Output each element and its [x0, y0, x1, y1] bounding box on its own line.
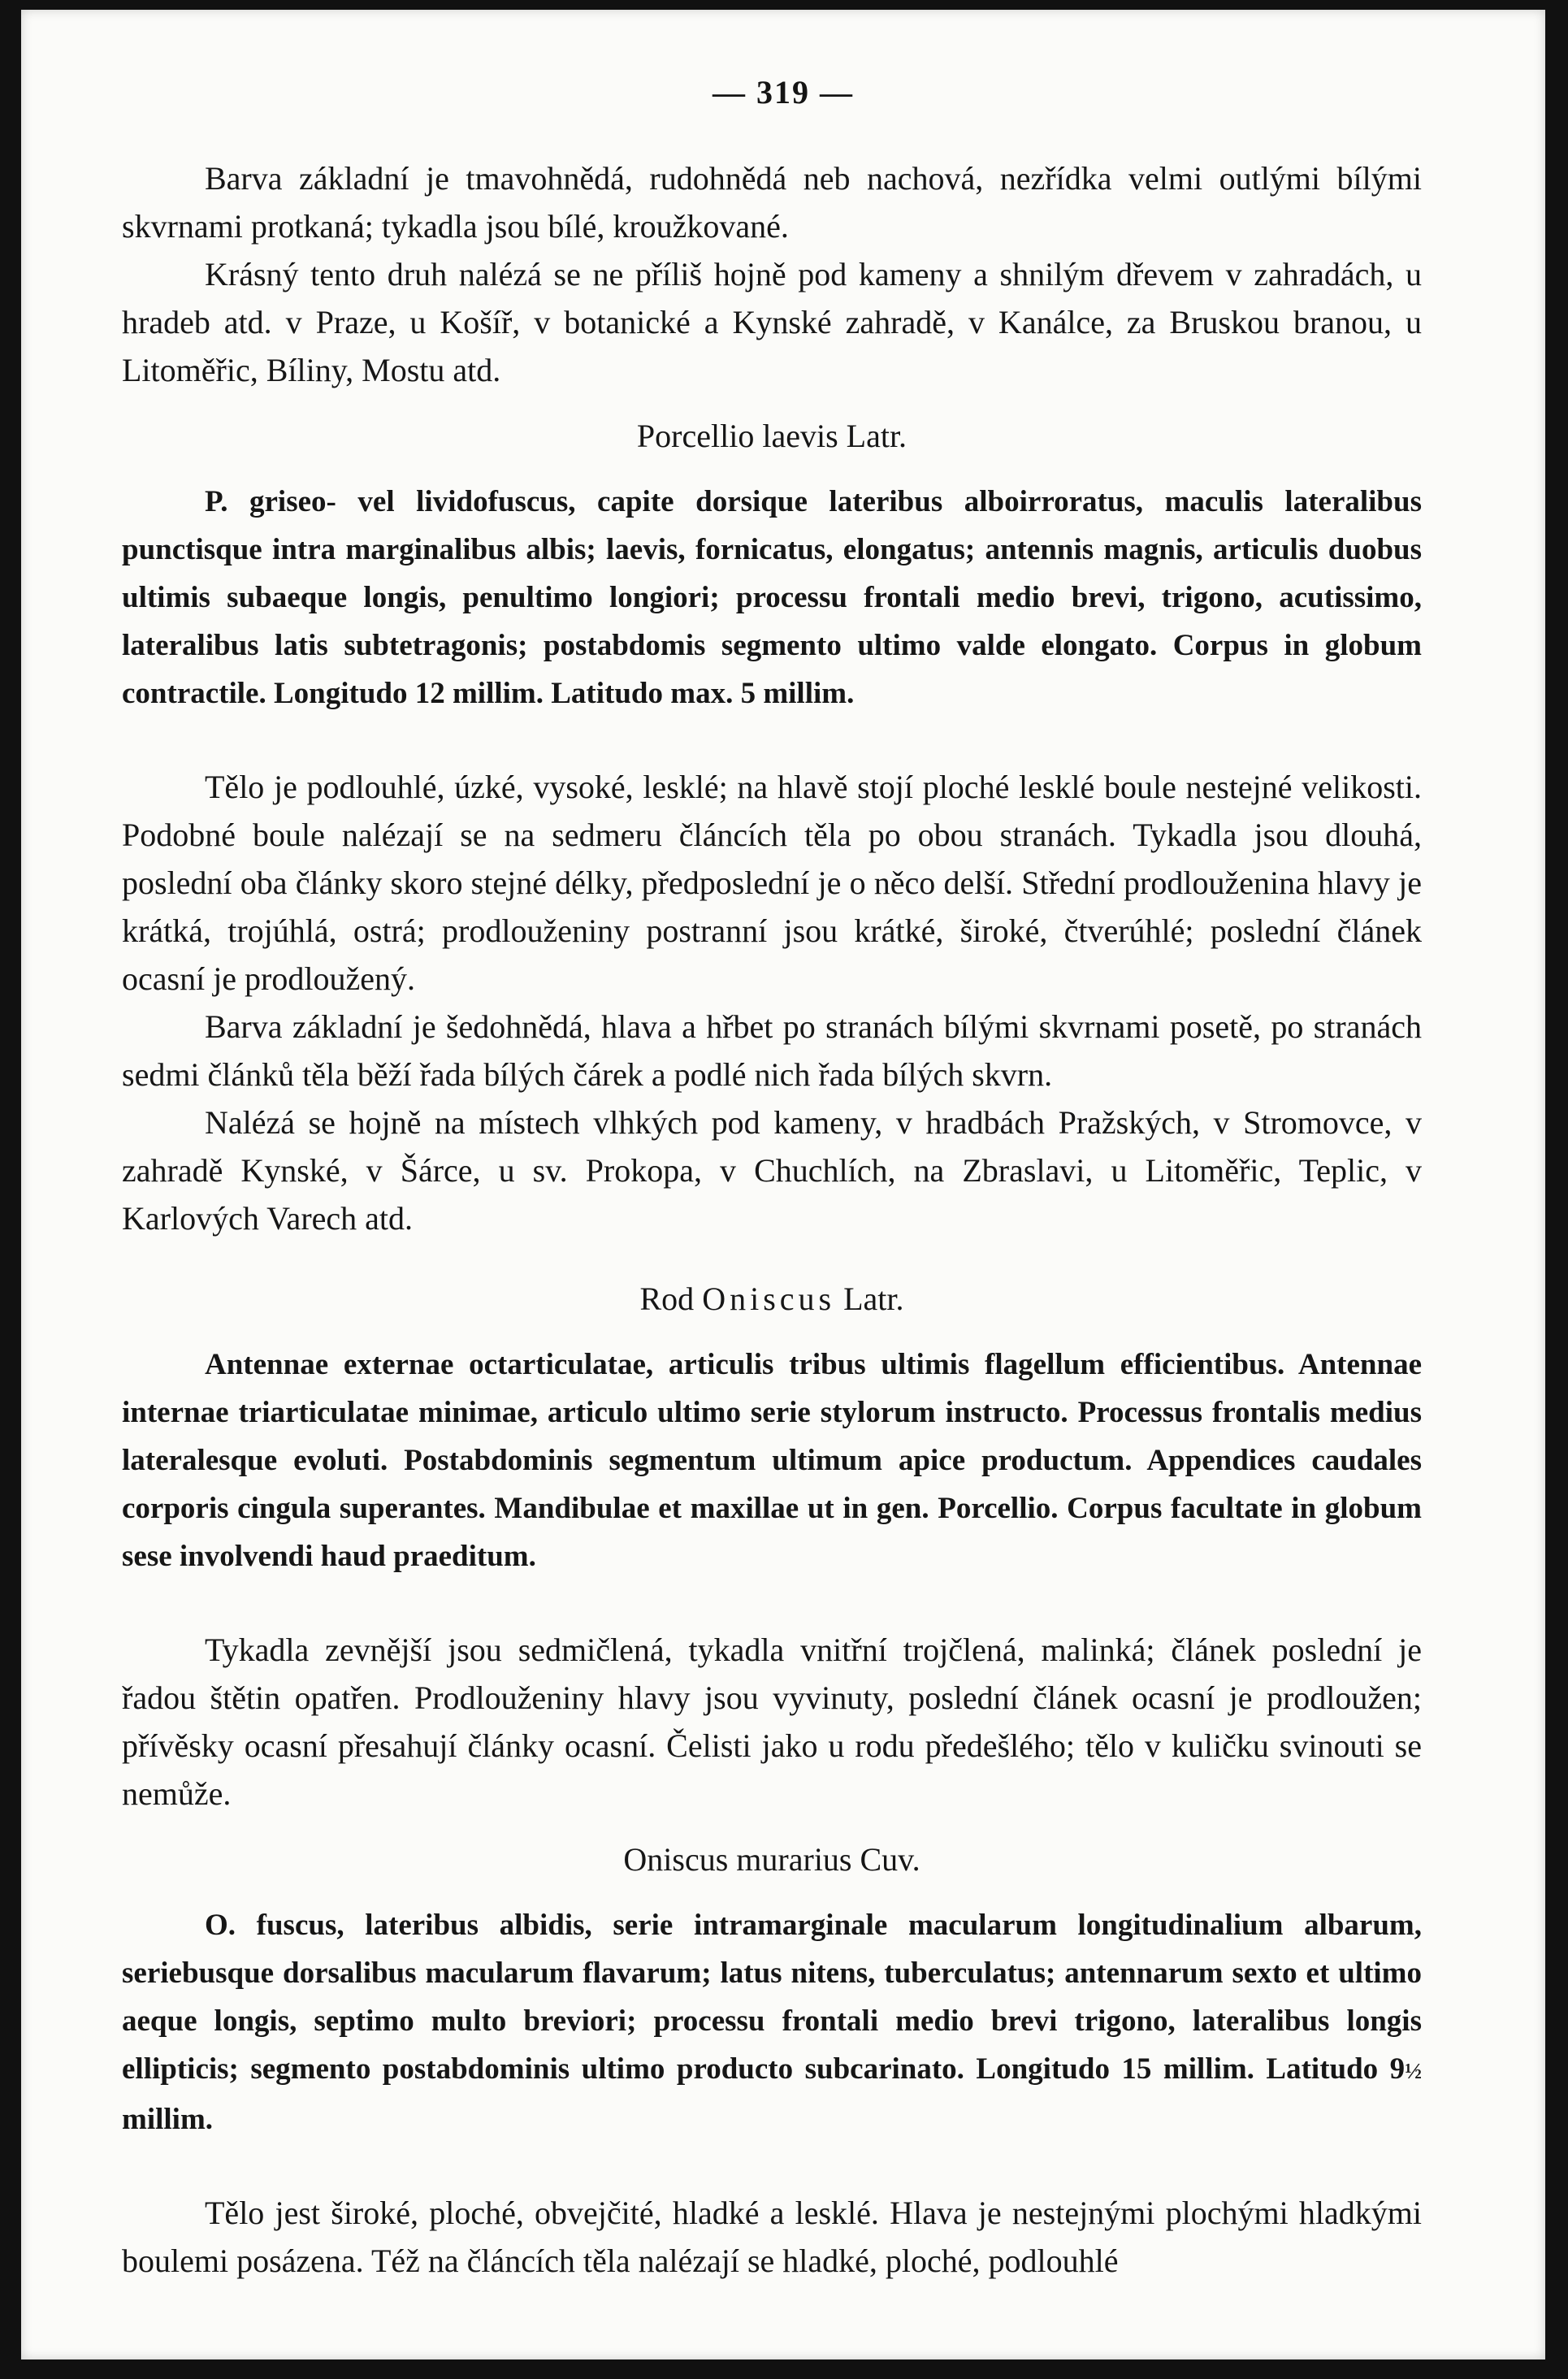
spacer [122, 1883, 1422, 1901]
spacer [122, 717, 1422, 763]
latin-diagnosis-end: millim. [122, 2103, 214, 2136]
spacer [122, 1580, 1422, 1626]
spacer [122, 460, 1422, 478]
latin-diagnosis-text: O. fuscus, lateribus albidis, serie intramarginale macularum longitudinalium albarum, seriebusque dorsalibus macularum flavarum; latus nitens, tuberculatus; antennarum sexto et ultimo aeque longis, septimo multo breviori; processu frontali medio brevi trigono, lateralibus longis ellipticis; segmento postabdominis ultimo producto subcarinato. Longitudo 15 millim. Latitudo 9 [122, 1909, 1422, 2086]
paragraph-body-description: Tělo je podlouhlé, úzké, vysoké, lesklé; na hlavě stojí ploché lesklé boule nestejné velikosti. Podobné boule nalézají se na sedmeru článcích těla po obou stranách. Tykadla jsou dlouhá, poslední oba články skoro stejné délky, předposlední je o něco delší. Střední prodlouženina hlavy je krátká, trojúhlá, ostrá; prodlouženiny postranní jsou krátké, široké, čtverúhlé; poslední článek ocasní je prodloužený. [122, 769, 1422, 997]
spacer [122, 1818, 1422, 1835]
paragraph-coloration: Barva základní je tmavohnědá, rudohnědá neb nachová, nezřídka velmi outlými bílými skvrnami protkaná; tykadla jsou bílé, kroužkované. [122, 160, 1422, 245]
paragraph-habitat-2: Nalézá se hojně na místech vlhkých pod kameny, v hradbách Pražských, v Stromovce, v zahradě Kynské, v Šárce, u sv. Prokopa, v Chuchlích, na Zbraslavi, u Litoměřic, Teplic, v Karlových Varech atd. [122, 1104, 1422, 1237]
page-number: — 319 — [713, 74, 854, 110]
paragraph-coloration-2: Barva základní je šedohnědá, hlava a hřbet po stranách bílými skvrnami posetě, po stranách sedmi článků těla běží řada bílých čárek a podlé nich řada bílých skvrn. [122, 1008, 1422, 1093]
species-heading-oniscus-murarius: Oniscus murarius Cuv. [623, 1841, 920, 1878]
latitude-fraction: ½ [1405, 2059, 1422, 2084]
paragraph-body-description-2: Tělo jest široké, ploché, obvejčité, hladké a lesklé. Hlava je nestejnými plochými hladkými boulemi posázena. Též na článcích těla nalézají se hladké, ploché, podlouhlé [122, 2195, 1422, 2279]
genus-heading-prefix: Rod [639, 1280, 695, 1317]
paragraph-habitat: Krásný tento druh nalézá se ne příliš hojně pod kameny a shnilým dřevem v zahradách, u hradeb atd. v Praze, u Košíř, v botanické a Kynské zahradě, v Kanálce, za Bruskou branou, u Litoměřic, Bíliny, Mostu atd. [122, 256, 1422, 388]
page-body [122, 154, 1422, 2285]
spacer [122, 394, 1422, 412]
spacer [122, 1323, 1422, 1341]
genus-heading-name: Oniscus [702, 1280, 836, 1317]
species-heading-porcellio-laevis: Porcellio laevis Latr. [636, 418, 907, 454]
spacer [122, 1242, 1422, 1275]
genus-heading-author: Latr. [843, 1280, 904, 1317]
latin-genus-diagnosis-oniscus: Antennae externae octarticulatae, articulis tribus ultimis flagellum efficientibus. Antennae internae triarticulatae minimae, articulo ultimo serie stylorum instructo. Processus frontalis medius lateralesque evoluti. Postabdominis segmentum ultimum apice productum. Appendices caudales corporis cingula superantes. Mandibulae et maxillae ut in gen. Porcellio. Corpus facultate in globum sese involvendi haud praeditum. [122, 1348, 1422, 1573]
paragraph-genus-description: Tykadla zevnější jsou sedmičlená, tykadla vnitřní trojčlená, malinká; článek poslední je řadou štětin opatřen. Prodlouženiny hlavy jsou vyvinuty, poslední článek ocasní je prodloužen; přívěsky ocasní přesahují články ocasní. Čelisti jako u rodu předešlého; tělo v kuličku svinouti se nemůže. [122, 1632, 1422, 1812]
latin-diagnosis-porcellio-laevis: P. griseo- vel lividofuscus, capite dorsique lateribus alboirroratus, maculis lateralibus punctisque intra marginalibus albis; laevis, fornicatus, elongatus; antennis magnis, articulis duobus ultimis subaeque longis, penultimo longiori; processu frontali medio brevi, trigono, acutissimo, lateralibus latis subtetragonis; postabdomis segmento ultimo valde elongato. Corpus in globum contractile. Longitudo 12 millim. Latitudo max. 5 millim. [122, 485, 1422, 710]
latin-diagnosis-oniscus-murarius [122, 1901, 1422, 2143]
book-page [21, 10, 1545, 2360]
genus-heading-oniscus [122, 1275, 1422, 1323]
spacer [122, 2143, 1422, 2189]
